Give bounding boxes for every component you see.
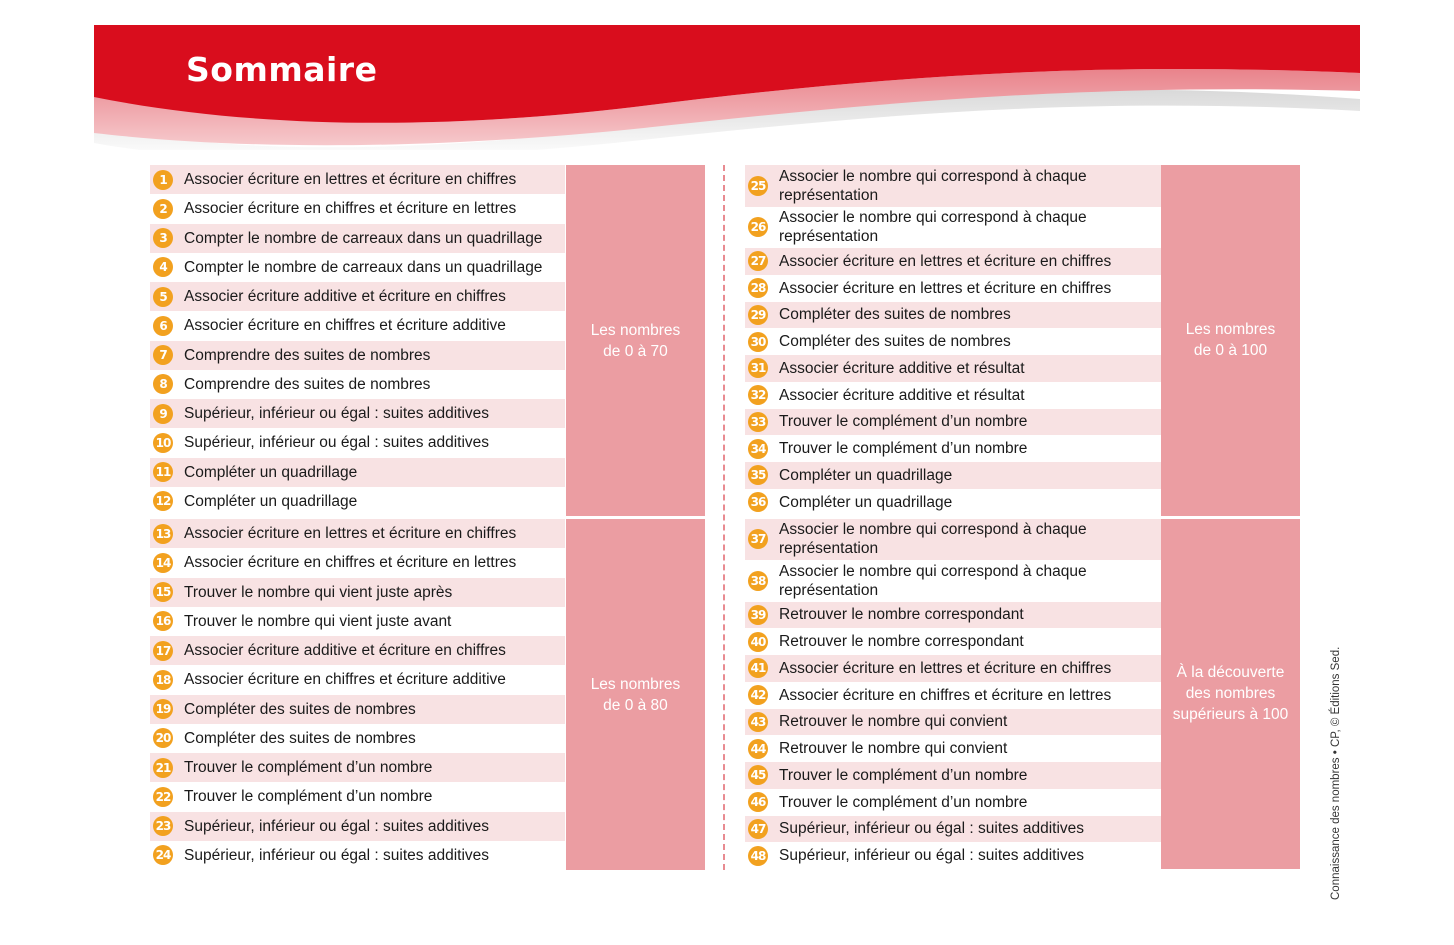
toc-item[interactable] (745, 709, 1161, 736)
toc-item[interactable] (150, 695, 565, 724)
item-number-badge: 9 (153, 404, 173, 424)
toc-item[interactable] (150, 341, 565, 370)
toc-item[interactable] (150, 607, 565, 636)
item-number-badge: 46 (748, 792, 768, 812)
item-number-badge: 20 (153, 728, 173, 748)
item-title: Associer écriture en chiffres et écriture additive (184, 671, 506, 689)
item-title: Compléter un quadrillage (779, 466, 953, 484)
item-number-badge: 17 (153, 641, 173, 661)
toc-item[interactable] (150, 812, 565, 841)
item-number-badge: 28 (748, 278, 768, 298)
toc-item[interactable] (745, 655, 1161, 682)
item-number-badge: 48 (748, 846, 768, 866)
toc-item[interactable] (745, 435, 1161, 462)
toc-item[interactable] (745, 328, 1161, 355)
item-title: Compléter des suites de nombres (779, 306, 1011, 324)
item-number-badge: 22 (153, 787, 173, 807)
item-number-badge: 23 (153, 816, 173, 836)
item-number-badge: 42 (748, 685, 768, 705)
item-title: Associer écriture en lettres et écriture en chiffres (779, 659, 1112, 677)
item-number-badge: 6 (153, 316, 173, 336)
item-number-badge: 27 (748, 251, 768, 271)
item-title: Trouver le complément d’un nombre (779, 440, 1028, 458)
item-title: Compléter un quadrillage (779, 493, 953, 511)
item-title: Associer écriture en chiffres et écriture en lettres (184, 554, 517, 572)
toc-item[interactable] (745, 519, 1161, 561)
item-number-badge: 8 (153, 374, 173, 394)
toc-rows (150, 165, 565, 516)
item-title: Associer écriture en lettres et écriture en chiffres (779, 279, 1112, 297)
item-number-badge: 2 (153, 199, 173, 219)
toc-rows (745, 519, 1161, 870)
item-number-badge: 7 (153, 345, 173, 365)
item-title: Associer le nombre qui correspond à chaque représentation (779, 562, 1087, 599)
toc-item[interactable] (150, 782, 565, 811)
item-number-badge: 4 (153, 257, 173, 277)
item-number-badge: 26 (748, 217, 768, 237)
toc-item[interactable] (150, 194, 565, 223)
item-title: Trouver le nombre qui vient juste avant (184, 612, 452, 630)
item-title: Compter le nombre de carreaux dans un quadrillage (184, 258, 543, 276)
toc-item[interactable] (150, 841, 565, 870)
item-title: Retrouver le nombre qui convient (779, 713, 1008, 731)
toc-item[interactable] (150, 519, 565, 548)
toc-item[interactable] (150, 253, 565, 282)
item-title: Supérieur, inférieur ou égal : suites additives (184, 846, 490, 864)
item-title: Supérieur, inférieur ou égal : suites additives (184, 405, 490, 423)
item-title: Associer le nombre qui correspond à chaque représentation (779, 167, 1087, 204)
item-title: Trouver le complément d’un nombre (779, 413, 1028, 431)
toc-item[interactable] (745, 762, 1161, 789)
item-number-badge: 31 (748, 358, 768, 378)
toc-item[interactable] (150, 578, 565, 607)
item-number-badge: 43 (748, 712, 768, 732)
toc-item[interactable] (150, 165, 565, 194)
item-title: Trouver le complément d’un nombre (779, 793, 1028, 811)
item-number-badge: 1 (153, 170, 173, 190)
item-title: Associer écriture en lettres et écriture en chiffres (184, 525, 517, 543)
toc-item[interactable] (745, 207, 1161, 249)
item-number-badge: 33 (748, 412, 768, 432)
item-number-badge: 44 (748, 739, 768, 759)
toc-section (745, 165, 1301, 516)
toc-item[interactable] (745, 560, 1161, 602)
toc-item[interactable] (745, 409, 1161, 436)
section-label: Les nombres de 0 à 80 (566, 519, 705, 870)
item-title: Associer écriture en lettres et écriture en chiffres (184, 171, 517, 189)
item-title: Compléter des suites de nombres (184, 729, 416, 747)
item-title: Associer le nombre qui correspond à chaque représentation (779, 521, 1087, 558)
item-title: Associer écriture en lettres et écriture en chiffres (779, 252, 1112, 270)
item-title: Associer écriture additive et résultat (779, 386, 1025, 404)
item-number-badge: 40 (748, 632, 768, 652)
item-title: Associer écriture additive et résultat (779, 359, 1025, 377)
item-number-badge: 11 (153, 462, 173, 482)
toc-item[interactable] (150, 458, 565, 487)
toc-item[interactable] (150, 224, 565, 253)
toc-item[interactable] (150, 399, 565, 428)
item-number-badge: 5 (153, 287, 173, 307)
item-title: Associer écriture additive et écriture en chiffres (184, 642, 506, 660)
item-number-badge: 29 (748, 305, 768, 325)
item-number-badge: 21 (153, 758, 173, 778)
item-title: Associer écriture en chiffres et écriture additive (184, 317, 506, 335)
toc-item[interactable] (150, 487, 565, 516)
item-number-badge: 15 (153, 582, 173, 602)
item-number-badge: 13 (153, 524, 173, 544)
toc-left-column (150, 165, 705, 870)
toc-item[interactable] (150, 311, 565, 340)
toc-item[interactable] (150, 724, 565, 753)
section-label: À la découverte des nombres supérieurs à 100 (1161, 519, 1300, 870)
toc-item[interactable] (745, 842, 1161, 869)
item-title: Trouver le complément d’un nombre (184, 759, 433, 777)
item-number-badge: 39 (748, 605, 768, 625)
section-label: Les nombres de 0 à 70 (566, 165, 705, 516)
toc-item[interactable] (150, 370, 565, 399)
item-number-badge: 34 (748, 439, 768, 459)
item-number-badge: 25 (748, 176, 768, 196)
item-title: Compléter un quadrillage (184, 492, 358, 510)
toc-item[interactable] (745, 302, 1161, 329)
toc-section (150, 519, 705, 870)
item-title: Trouver le nombre qui vient juste après (184, 583, 453, 601)
page-title: Sommaire (186, 50, 378, 89)
item-number-badge: 12 (153, 491, 173, 511)
item-number-badge: 14 (153, 553, 173, 573)
item-number-badge: 35 (748, 465, 768, 485)
toc-item[interactable] (745, 165, 1161, 207)
item-title: Compter le nombre de carreaux dans un quadrillage (184, 229, 543, 247)
item-number-badge: 30 (748, 332, 768, 352)
section-label: Les nombres de 0 à 100 (1161, 165, 1300, 516)
item-number-badge: 37 (748, 529, 768, 549)
item-number-badge: 10 (153, 433, 173, 453)
toc-section (745, 519, 1301, 870)
item-title: Associer le nombre qui correspond à chaque représentation (779, 209, 1087, 246)
toc-item[interactable] (745, 275, 1161, 302)
toc-item[interactable] (150, 636, 565, 665)
item-number-badge: 19 (153, 699, 173, 719)
toc-item[interactable] (745, 355, 1161, 382)
toc-item[interactable] (745, 248, 1161, 275)
toc-rows (745, 165, 1161, 516)
item-number-badge: 32 (748, 385, 768, 405)
toc-right-column (745, 165, 1301, 869)
copyright-note: Connaissance des nombres • CP, © Éditions Sed. (1330, 646, 1342, 900)
toc-item[interactable] (745, 816, 1161, 843)
item-title: Compléter des suites de nombres (184, 700, 416, 718)
toc-item[interactable] (150, 548, 565, 577)
item-title: Supérieur, inférieur ou égal : suites additives (779, 847, 1085, 865)
item-number-badge: 45 (748, 765, 768, 785)
toc-item[interactable] (745, 602, 1161, 629)
item-title: Trouver le complément d’un nombre (184, 788, 433, 806)
item-title: Associer écriture en chiffres et écriture en lettres (184, 200, 517, 218)
item-title: Comprendre des suites de nombres (184, 346, 431, 364)
item-title: Compléter des suites de nombres (779, 333, 1011, 351)
item-title: Retrouver le nombre correspondant (779, 633, 1024, 651)
item-number-badge: 24 (153, 845, 173, 865)
toc-item[interactable] (745, 789, 1161, 816)
item-title: Supérieur, inférieur ou égal : suites additives (184, 817, 490, 835)
toc-item[interactable] (150, 753, 565, 782)
toc-rows (150, 519, 565, 870)
item-number-badge: 36 (748, 492, 768, 512)
item-title: Supérieur, inférieur ou égal : suites additives (184, 434, 490, 452)
toc-item[interactable] (745, 462, 1161, 489)
toc-item[interactable] (745, 628, 1161, 655)
toc-item[interactable] (150, 282, 565, 311)
item-title: Associer écriture additive et écriture en chiffres (184, 288, 506, 306)
toc-item[interactable] (745, 682, 1161, 709)
toc-item[interactable] (150, 428, 565, 457)
item-number-badge: 38 (748, 571, 768, 591)
item-number-badge: 16 (153, 611, 173, 631)
toc-item[interactable] (745, 489, 1161, 516)
toc-section (150, 165, 705, 516)
item-number-badge: 41 (748, 658, 768, 678)
toc-item[interactable] (745, 735, 1161, 762)
item-title: Comprendre des suites de nombres (184, 375, 431, 393)
item-title: Retrouver le nombre qui convient (779, 740, 1008, 758)
item-title: Supérieur, inférieur ou égal : suites additives (779, 820, 1085, 838)
item-number-badge: 47 (748, 819, 768, 839)
item-title: Retrouver le nombre correspondant (779, 606, 1024, 624)
column-divider (723, 165, 725, 870)
item-number-badge: 3 (153, 228, 173, 248)
toc-item[interactable] (150, 665, 565, 694)
toc-item[interactable] (745, 382, 1161, 409)
item-title: Trouver le complément d’un nombre (779, 766, 1028, 784)
item-title: Associer écriture en chiffres et écriture en lettres (779, 686, 1112, 704)
item-number-badge: 18 (153, 670, 173, 690)
item-title: Compléter un quadrillage (184, 463, 358, 481)
